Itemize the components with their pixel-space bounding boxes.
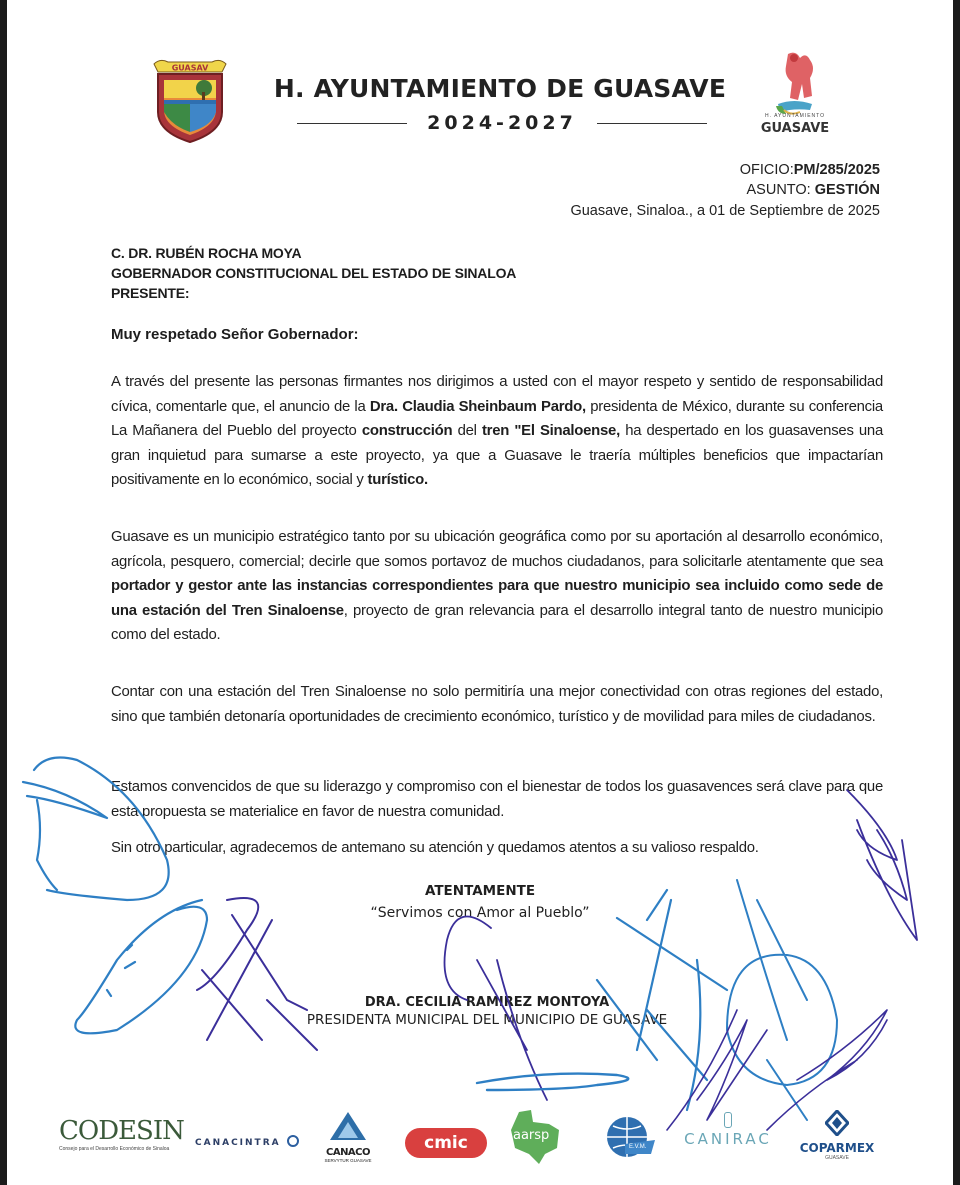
paragraph-5: Sin otro particular, agradecemos de antemano su atención y quedamos atentos a su valioso respaldo. xyxy=(111,840,759,856)
p1-bold: tren "El Sinaloense, xyxy=(481,423,620,439)
canaco-logo xyxy=(321,1110,375,1163)
signature-stroke xyxy=(477,1074,628,1090)
codesin-subtitle: Consejo para el Desarrollo Económico de Sinaloa xyxy=(59,1146,170,1152)
canirac-emblem-icon xyxy=(724,1112,732,1128)
asunto xyxy=(747,182,880,198)
coat-banner-text: GUASAV xyxy=(171,63,209,73)
oficio-label: OFICIO: xyxy=(739,162,794,178)
p2-text: , proyecto de gran relevancia para el desarrollo integral tanto de nuestro municipio como del estado. xyxy=(111,602,884,643)
footer-logos xyxy=(7,1108,953,1168)
paragraph-3: Contar con una estación del Tren Sinaloense no solo permitiría una mejor conectividad con otras regiones del estado, sino que también detonaría oportunidades de crecimiento económico, turístico y de movilidad para miles de ciudadanos. xyxy=(111,684,883,725)
right-logo-subtitle: H. AYUNTAMIENTO xyxy=(764,113,825,119)
page-title: H. AYUNTAMIENTO DE GUASAVE xyxy=(273,74,727,103)
coparmex-subtitle: GUASAVE xyxy=(825,1155,849,1161)
p1-text: del xyxy=(452,423,482,439)
right-logo-name: GUASAVE xyxy=(760,121,830,136)
evm-wordmark: E.V.M. xyxy=(629,1144,647,1150)
canacintra-globe-icon xyxy=(287,1135,299,1147)
place-date: Guasave, Sinaloa., a 01 de Septiembre de 2025 xyxy=(570,203,880,219)
aarsp-wordmark: aarsp xyxy=(513,1128,550,1143)
canaco-triangle-icon xyxy=(328,1110,368,1142)
divider-line xyxy=(297,123,407,124)
p1-bold-name: Dra. Claudia Sheinbaum Pardo, xyxy=(369,398,586,415)
p1-text: presidenta de México, durante su conferencia La Mañanera del Pueblo del proyecto xyxy=(111,398,883,439)
paragraph-4: Estamos convencidos de que su liderazgo y compromiso con el bienestar de todos los guasavences será clave para que esta propuesta se materialice en favor de nuestra comunidad. xyxy=(111,779,883,820)
oficio-number xyxy=(740,162,880,178)
asunto-value: GESTIÓN xyxy=(814,182,880,198)
term-years-row xyxy=(297,110,707,136)
canirac-logo xyxy=(683,1112,773,1148)
p1-bold: turístico. xyxy=(367,472,428,488)
asunto-label: ASUNTO: xyxy=(746,182,815,198)
canaco-wordmark: CANACO xyxy=(325,1147,371,1158)
codesin-wordmark: CODESIN xyxy=(59,1116,184,1146)
paragraph-2 xyxy=(111,525,883,648)
recipient-title: GOBERNADOR CONSTITUCIONAL DEL ESTADO DE SINALOA xyxy=(111,265,517,281)
recipient-presente: PRESENTE: xyxy=(111,285,190,301)
document-page xyxy=(7,0,953,1185)
coparmex-wordmark: COPARMEX xyxy=(799,1141,875,1155)
closing-atentamente: ATENTAMENTE xyxy=(424,883,536,899)
p1-text: ha despertado en los guasavenses una gran inquietud para sumarse a este proyecto, ya que a Guasave le traería múltiples beneficios que impactarían positivamente en lo económico, social y xyxy=(111,423,883,488)
canaco-subtitle: SERVYTUR GUASAVE xyxy=(324,1158,372,1163)
salutation: Muy respetado Señor Gobernador: xyxy=(111,326,359,343)
aarsp-logo xyxy=(509,1108,563,1164)
canacintra-wordmark: CANACINTRA xyxy=(195,1138,281,1148)
term-years: 2024-2027 xyxy=(427,112,577,134)
divider-line xyxy=(597,123,707,124)
cmic-logo xyxy=(405,1128,487,1158)
coparmex-emblem-icon xyxy=(825,1110,849,1136)
oficio-value: PM/285/2025 xyxy=(793,162,880,178)
paragraph-1 xyxy=(111,370,883,493)
evm-globe-icon xyxy=(605,1114,657,1160)
codesin-logo xyxy=(59,1116,184,1152)
closing-motto: “Servimos con Amor al Pueblo” xyxy=(370,905,590,921)
canirac-wordmark: CANIRAC xyxy=(684,1130,772,1148)
coparmex-logo xyxy=(795,1110,879,1161)
recipient-name: C. DR. RUBÉN ROCHA MOYA xyxy=(111,245,302,261)
cmic-wordmark: cmic xyxy=(424,1133,468,1153)
p2-text: Guasave es un municipio estratégico tanto por su ubicación geográfica como por su aportación al desarrollo económico, agrícola, pesquero, comercial; decirle que somos portavoz de muchos ciudadanos, para solicitarle atentamente que sea xyxy=(111,529,883,570)
p2-bold: portador y gestor ante las instancias correspondientes para que nuestro municipio sea incluido como sede de una estación del Tren Sinaloense xyxy=(111,578,883,619)
signer-name: DRA. CECILIA RAMIREZ MONTOYA xyxy=(364,995,610,1010)
p1-bold: construcción xyxy=(361,423,453,439)
canacintra-logo xyxy=(195,1132,299,1150)
p1-text: A través del presente las personas firmantes nos dirigimos a usted con el mayor respeto y sentido de responsabilidad cívica, comentarle que, el anuncio de la xyxy=(111,374,883,415)
evm-logo xyxy=(605,1114,657,1160)
signer-role: PRESIDENTA MUNICIPAL DEL MUNICIPIO DE GUASAVE xyxy=(306,1012,668,1028)
